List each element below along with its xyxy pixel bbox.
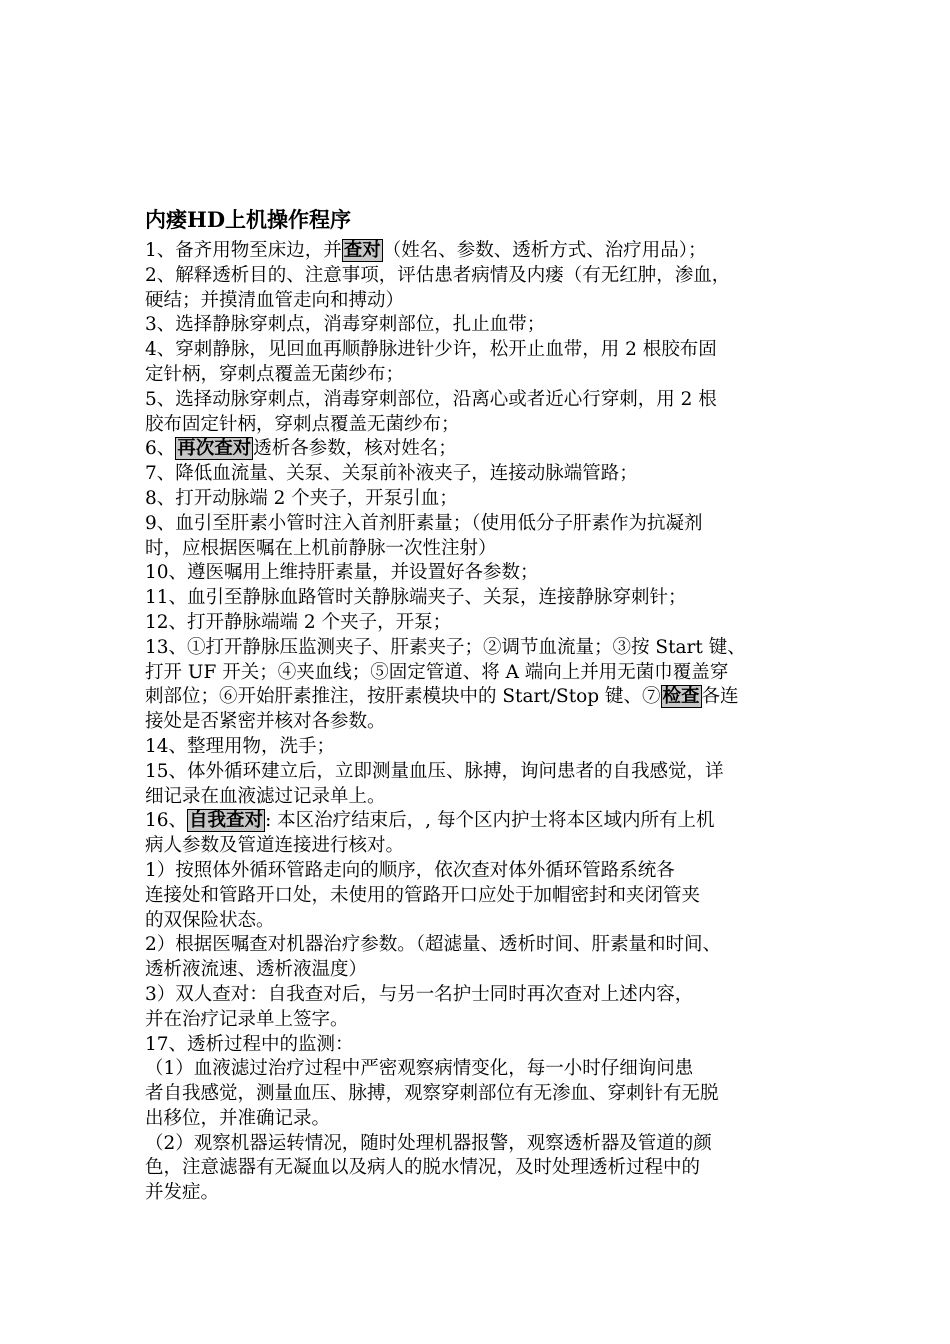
text-run: 6、 — [145, 438, 176, 460]
text-run: 5、选择动脉穿刺点，消毒穿刺部位，沿离心或者近心行穿刺，用 2 根 — [145, 388, 717, 410]
text-line — [145, 1008, 813, 1033]
text-line — [145, 1181, 813, 1206]
text-line — [145, 933, 813, 958]
text-run: 接处是否紧密并核对各参数。 — [145, 711, 386, 733]
text-line — [145, 636, 813, 661]
text-line — [145, 983, 813, 1008]
text-line — [145, 735, 813, 760]
text-line — [145, 338, 813, 363]
text-line — [145, 611, 813, 636]
text-line — [145, 537, 813, 562]
text-run: 的双保险状态。 — [145, 909, 275, 931]
text-run: 硬结；并摸清血管走向和搏动） — [145, 289, 405, 311]
text-run: 15、体外循环建立后，立即测量血压、脉搏，询问患者的自我感觉，详 — [145, 760, 724, 782]
text-line — [145, 809, 813, 834]
text-run: 出移位，并准确记录。 — [145, 1107, 331, 1129]
text-run: （姓名、参数、透析方式、治疗用品）； — [382, 240, 707, 261]
text-run: 3）双人查对：自我查对后，与另一名护士同时再次查对上述内容， — [145, 983, 694, 1005]
text-run: 打开 UF 开关；④夹血线；⑤固定管道、将 A 端向上并用无菌巾覆盖穿 — [145, 661, 729, 683]
text-run: 8、打开动脉端 2 个夹子，开泵引血； — [145, 487, 458, 509]
text-line — [145, 512, 813, 537]
text-line — [145, 462, 813, 487]
text-line — [145, 909, 813, 934]
text-run: 16、 — [145, 810, 188, 832]
text-line — [145, 958, 813, 983]
text-run: 9、血引至肝素小管时注入首剂肝素量；（使用低分子肝素作为抗凝剂 — [145, 512, 703, 534]
text-run: 13、①打开静脉压监测夹子、肝素夹子；②调节血流量；③按 Start 键、 — [145, 636, 746, 658]
text-run: 透析液流速、透析液温度） — [145, 959, 368, 981]
text-line — [145, 785, 813, 810]
text-run: 细记录在血液滤过记录单上。 — [145, 785, 386, 807]
text-run: 病人参数及管道连接进行核对。 — [145, 835, 405, 857]
text-line — [145, 1156, 813, 1181]
text-line — [145, 487, 813, 512]
text-line — [145, 239, 813, 264]
text-run: 刺部位；⑥开始肝素推注，按肝素模块中的 Start/Stop 键、⑦ — [145, 686, 661, 708]
text-run: 色，注意滤器有无凝血以及病人的脱水情况，及时处理透析过程中的 — [145, 1157, 701, 1179]
text-line — [145, 586, 813, 611]
text-line — [145, 1033, 813, 1058]
text-run: 17、透析过程中的监测： — [145, 1033, 354, 1055]
text-line — [145, 413, 813, 438]
text-run: 3、选择静脉穿刺点，消毒穿刺部位，扎止血带； — [145, 314, 546, 336]
text-line — [145, 661, 813, 686]
document-body — [145, 239, 813, 1206]
text-line — [145, 834, 813, 859]
text-run: 并在治疗记录单上签字。 — [145, 1008, 349, 1030]
text-run: 12、打开静脉端端 2 个夹子，开泵； — [145, 611, 452, 633]
text-line — [145, 561, 813, 586]
text-line — [145, 710, 813, 735]
text-run: 时，应根据医嘱在上机前静脉一次性注射） — [145, 537, 497, 559]
text-run: 11、血引至静脉血路管时关静脉端夹子、关泵，连接静脉穿刺针； — [145, 587, 687, 609]
text-run: 14、整理用物，洗手； — [145, 735, 336, 757]
highlighted-term: 检查 — [662, 686, 700, 708]
text-line — [145, 685, 813, 710]
text-run: 4、穿刺静脉，见回血再顺静脉进针少许，松开止血带，用 2 根胶布固 — [145, 339, 717, 361]
document-page — [145, 205, 813, 1206]
text-run: （1）血液滤过治疗过程中严密观察病情变化，每一小时仔细询问患 — [145, 1058, 694, 1080]
text-line — [145, 313, 813, 338]
text-run: 并发症。 — [145, 1182, 220, 1204]
text-run: 2、解释透析目的、注意事项，评估患者病情及内瘘（有无红肿，渗血， — [145, 264, 731, 286]
text-run: 1）按照体外循环管路走向的顺序，依次查对体外循环管路系统各 — [145, 859, 675, 881]
text-run: 者自我感觉，测量血压、脉搏，观察穿刺部位有无渗血、穿刺针有无脱 — [145, 1083, 719, 1105]
highlighted-term: 自我查对 — [189, 810, 264, 832]
text-line — [145, 1132, 813, 1157]
text-line — [145, 884, 813, 909]
text-run: 透析各参数，核对姓名； — [253, 438, 457, 460]
text-line — [145, 264, 813, 289]
text-line — [145, 437, 813, 462]
highlighted-term: 再次查对 — [177, 438, 252, 460]
text-run: 胶布固定针柄，穿刺点覆盖无菌纱布； — [145, 413, 460, 435]
text-run: 1、备齐用物至床边，并 — [145, 240, 342, 261]
text-run: : 本区治疗结束后，, 每个区内护士将本区域内所有上机 — [265, 810, 715, 832]
text-run: 连接处和管路开口处，未使用的管路开口应处于加帽密封和夹闭管夹 — [145, 884, 701, 906]
text-run: 7、降低血流量、关泵、关泵前补液夹子，连接动脉端管路； — [145, 463, 638, 485]
text-run: （2）观察机器运转情况，随时处理机器报警，观察透析器及管道的颜 — [145, 1132, 712, 1154]
text-run: 2）根据医嘱查对机器治疗参数。（超滤量、透析时间、肝素量和时间、 — [145, 934, 722, 956]
text-line — [145, 289, 813, 314]
text-line — [145, 1057, 813, 1082]
document-title: 内瘘HD上机操作程序 — [145, 207, 352, 232]
text-line — [145, 1107, 813, 1132]
text-line — [145, 1082, 813, 1107]
text-run: 各连 — [701, 686, 739, 708]
text-run: 10、遵医嘱用上维持肝素量，并设置好各参数； — [145, 562, 539, 584]
text-line — [145, 363, 813, 388]
text-line — [145, 859, 813, 884]
text-run: 定针柄，穿刺点覆盖无菌纱布； — [145, 363, 405, 385]
highlighted-term: 查对 — [343, 240, 381, 261]
text-line — [145, 760, 813, 785]
text-line — [145, 388, 813, 413]
